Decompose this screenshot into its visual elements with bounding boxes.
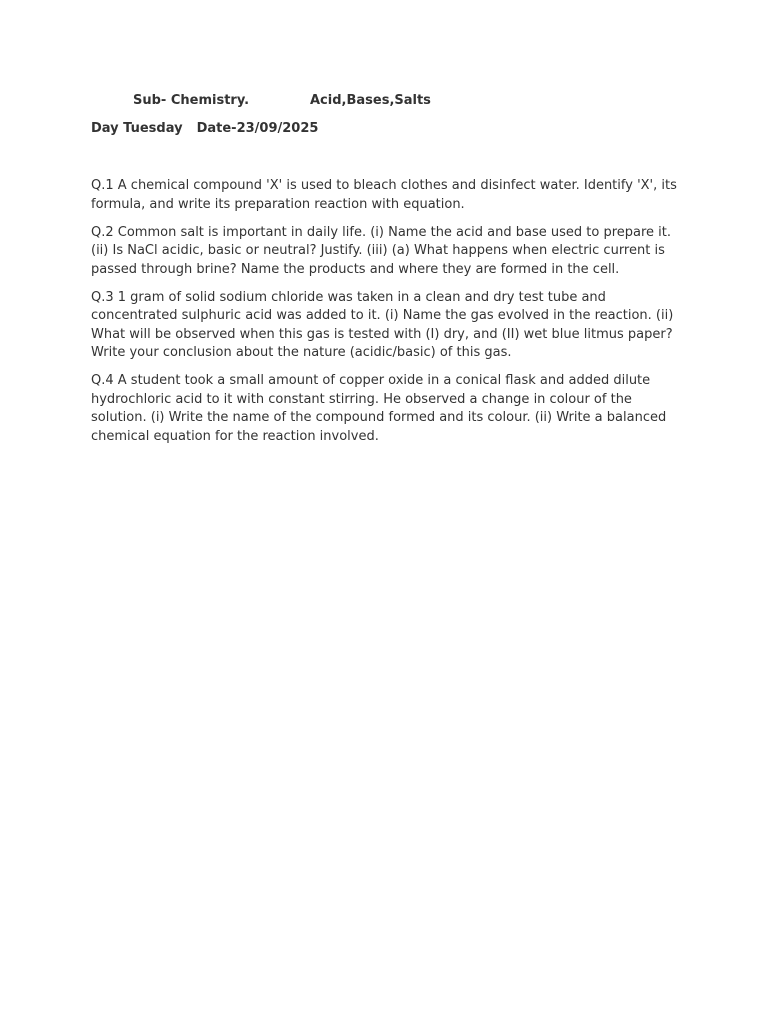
question-1: Q.1 A chemical compound 'X' is used to bleach clothes and disinfect water. Identify 'X', its formula, and write its preparation reaction with equation. xyxy=(91,178,677,212)
date-label: Date-23/09/2025 xyxy=(196,121,319,136)
subject-heading: Sub- Chemistry. xyxy=(133,93,250,108)
topic-heading: Acid,Bases,Salts xyxy=(310,93,431,108)
day-label: Day Tuesday xyxy=(91,121,183,136)
question-3: Q.3 1 gram of solid sodium chloride was taken in a clean and dry test tube and concentrated sulphuric acid was added to it. (i) Name the gas evolved in the reaction. (ii) What will be observed when this gas is tested with (I) dry, and (II) wet blue litmus paper? Write your conclusion about the nature (acidic/basic) of this gas. xyxy=(91,289,674,360)
question-2: Q.2 Common salt is important in daily life. (i) Name the acid and base used to prepare it. (ii) Is NaCl acidic, basic or neutral? Justify. (iii) (a) What happens when electric current is passed through brine? Name the products and where they are formed in the cell. xyxy=(91,224,672,277)
question-4: Q.4 A student took a small amount of copper oxide in a conical flask and added dilute hydrochloric acid to it with constant stirring. He observed a change in colour of the solution. (i) Write the name of the compound formed and its colour. (ii) Write a balanced chemical equation for the reaction involved. xyxy=(91,373,667,444)
day-date-line xyxy=(91,121,318,136)
question-list xyxy=(91,177,683,456)
